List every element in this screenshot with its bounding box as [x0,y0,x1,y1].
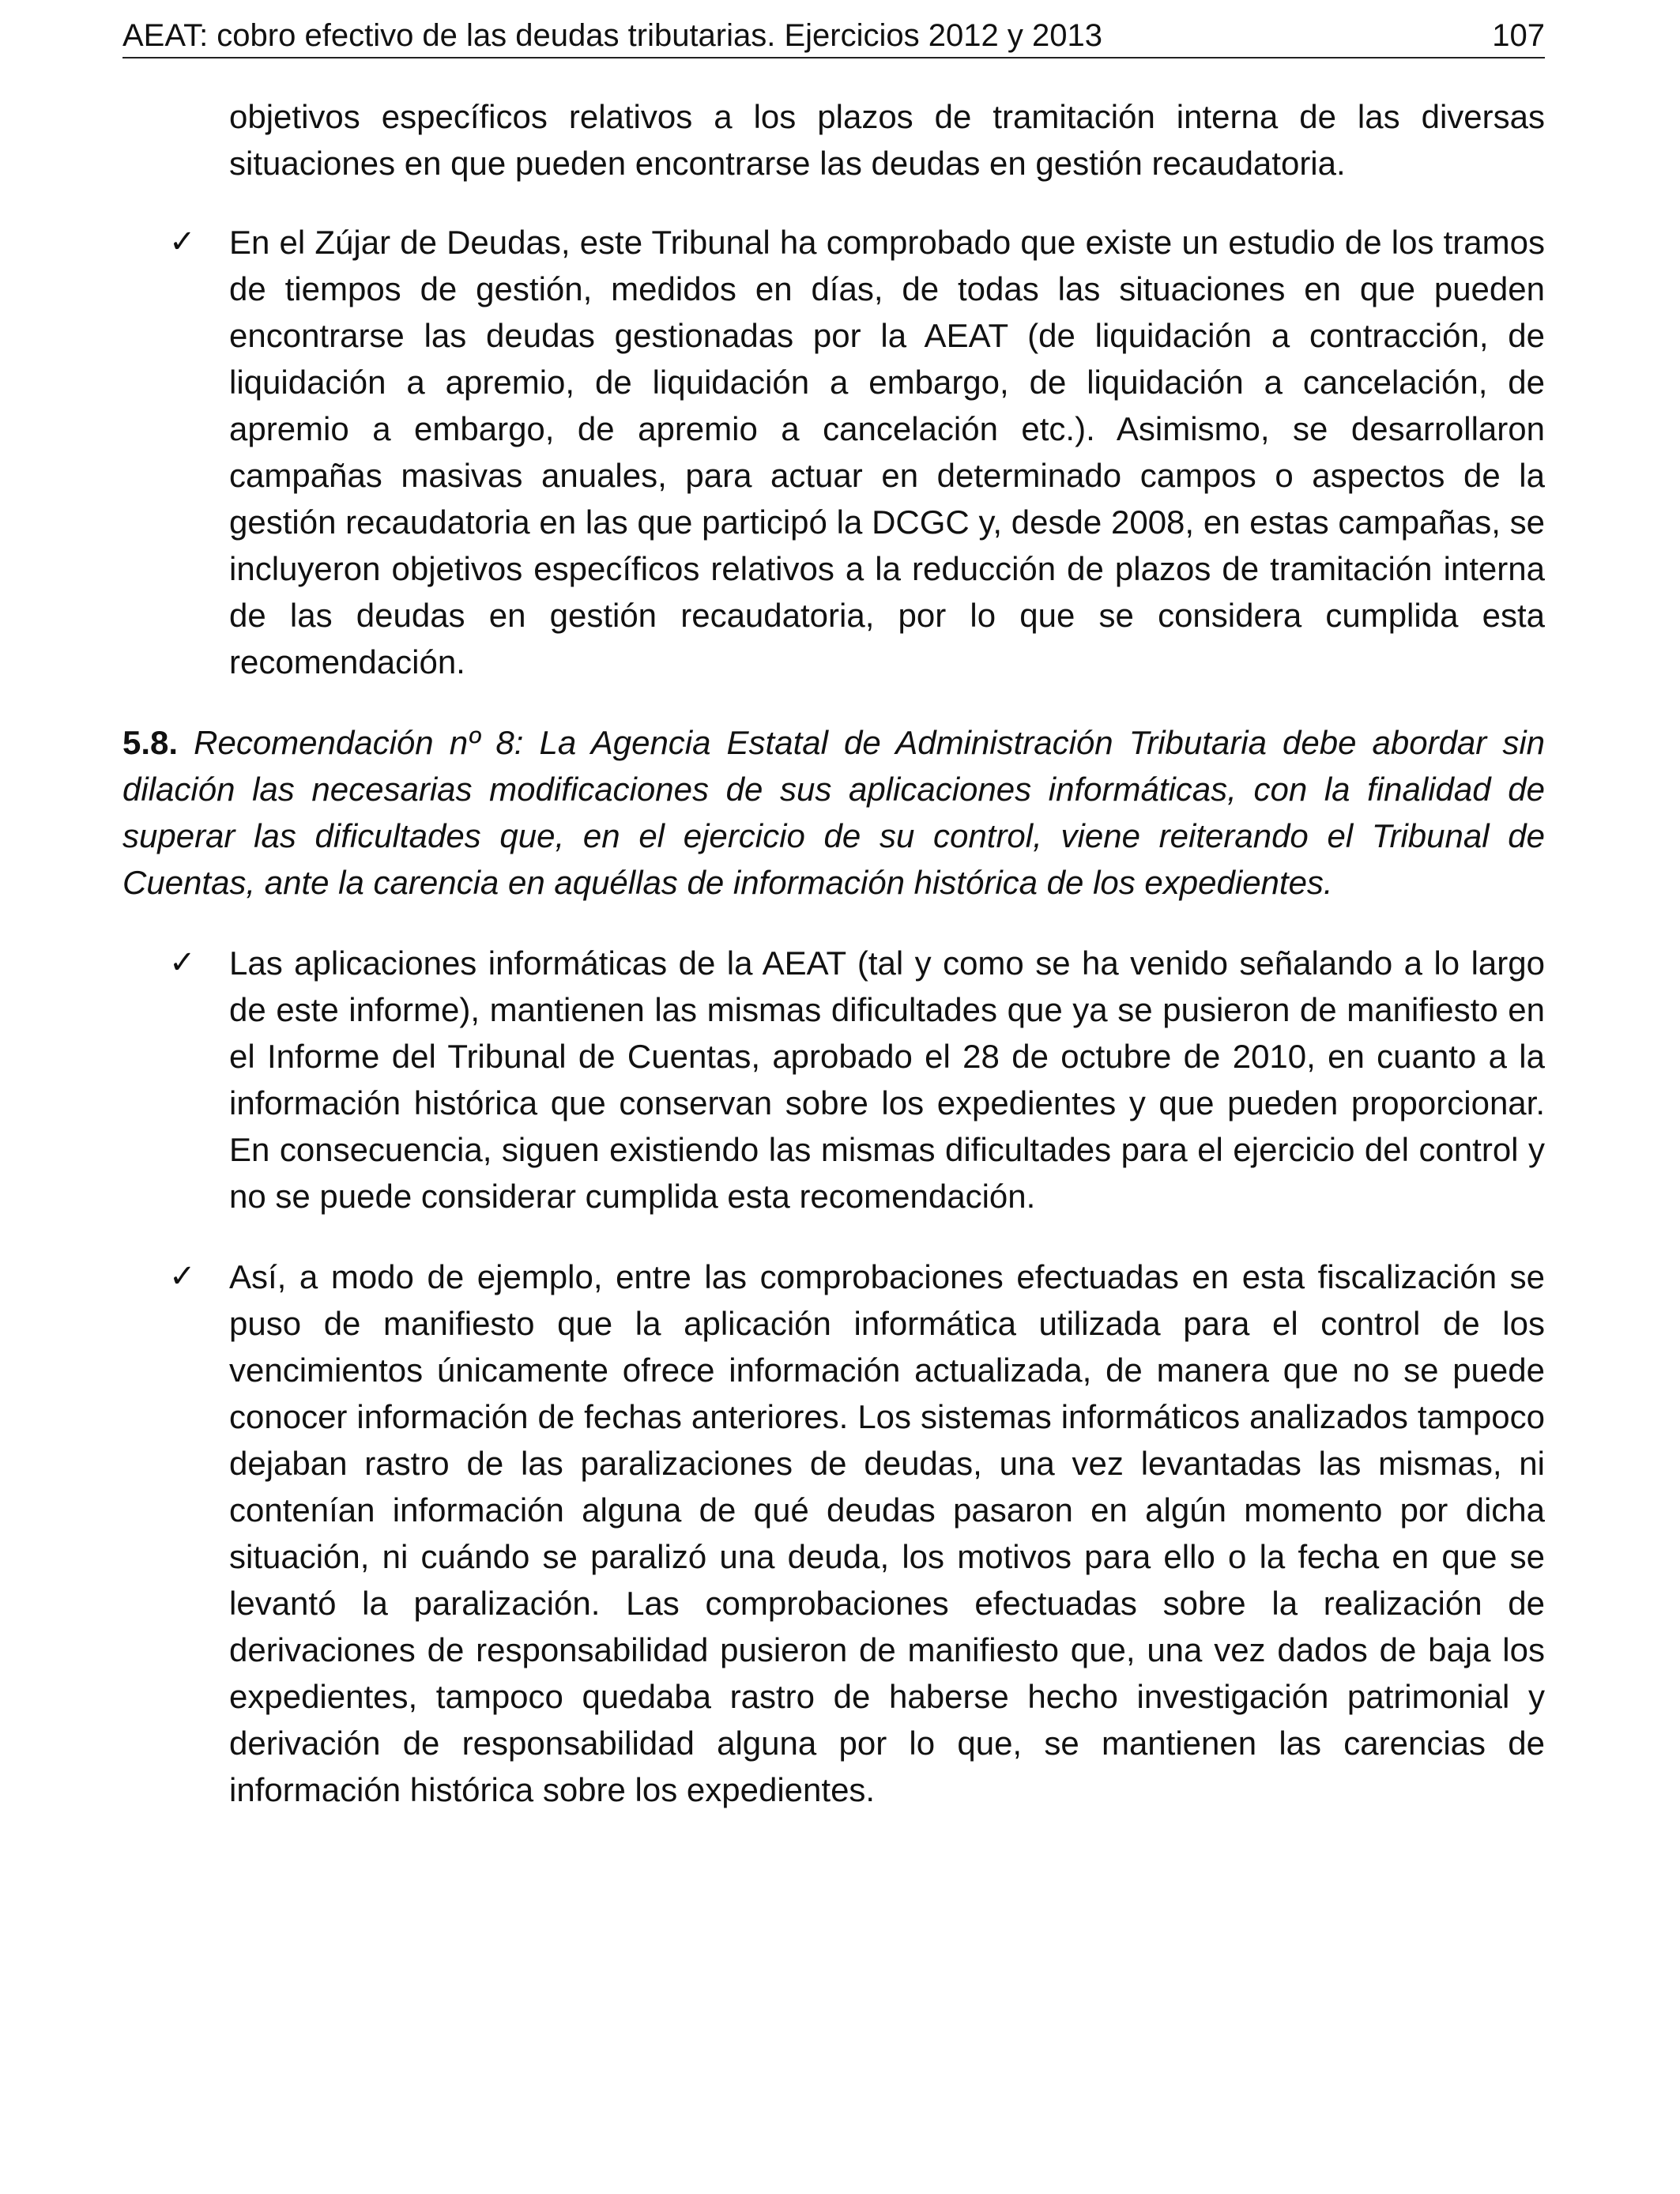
recommendation-text: Recomendación nº 8: La Agencia Estatal de Administración Tributaria debe abordar sin dilación las necesarias modificaciones de sus aplicaciones informáticas, con la finalidad de superar las dificultades que, en el ejercicio de su control, viene reiterando el Tribunal de Cuentas, ante la carencia en aquéllas de información histórica de los expedientes. [122,724,1546,901]
bullet-text: Las aplicaciones informáticas de la AEAT (tal y como se ha venido señalando a lo largo de este informe), mantienen las mismas dificultades que ya se pusieron de manifiesto en el Informe del Tribunal de Cuentas, aprobado el 28 de octubre de 2010, en cuanto a la información histórica que conservan sobre los expedientes y que pueden proporcionar. En consecuencia, siguen existiendo las mismas dificultades para el ejercicio del control y no se puede considerar cumplida esta recomendación. [229,944,1545,1215]
checkmark-icon: ✓ [169,1258,196,1295]
header-title: AEAT: cobro efectivo de las deudas tributarias. Ejercicios 2012 y 2013 [122,18,1102,53]
intro-continuation-paragraph: objetivos específicos relativos a los plazos de tramitación interna de las diversas situaciones en que pueden encontrarse las deudas en gestión recaudatoria. [229,98,1545,182]
bullet-item [169,1253,1545,1813]
bullet-item [169,219,1545,685]
bullet-text: Así, a modo de ejemplo, entre las comprobaciones efectuadas en esta fiscalización se puso de manifiesto que la aplicación informática utilizada para el control de los vencimientos únicamente ofrece información actualizada, de manera que no se puede conocer información de fechas anteriores. Los sistemas informáticos analizados tampoco dejaban rastro de las paralizaciones de deudas, una vez levantadas las mismas, ni contenían información alguna de qué deudas pasaron en algún momento por dicha situación, ni cuándo se paralizó una deuda, los motivos para ello o la fecha en que se levantó la paralización. Las comprobaciones efectuadas sobre la realización de derivaciones de responsabilidad pusieron de manifiesto que, una vez dados de baja los expedientes, tampoco quedaba rastro de haberse hecho investigación patrimonial y derivación de responsabilidad alguna por lo que, se mantienen las carencias de información histórica sobre los expedientes. [229,1258,1545,1808]
checkmark-icon: ✓ [169,944,196,981]
document-body [122,93,1545,1813]
recommendation-paragraph [122,719,1545,906]
bullet-item [169,940,1545,1220]
running-header [122,14,1545,58]
recommendation-number: 5.8. [122,724,179,761]
bullet-text: En el Zújar de Deudas, este Tribunal ha comprobado que existe un estudio de los tramos de tiempos de gestión, medidos en días, de todas las situaciones en que pueden encontrarse las deudas gestionadas por la AEAT (de liquidación a contracción, de liquidación a apremio, de liquidación a embargo, de liquidación a cancelación, de apremio a embargo, de apremio a cancelación etc.). Asimismo, se desarrollaron campañas masivas anuales, para actuar en determinado campos o aspectos de la gestión recaudatoria en las que participó la DCGC y, desde 2008, en estas campañas, se incluyeron objetivos específicos relativos a la reducción de plazos de tramitación interna de las deudas en gestión recaudatoria, por lo que se considera cumplida esta recomendación. [229,224,1545,680]
page-number: 107 [1492,18,1545,53]
checkmark-icon: ✓ [169,224,196,260]
